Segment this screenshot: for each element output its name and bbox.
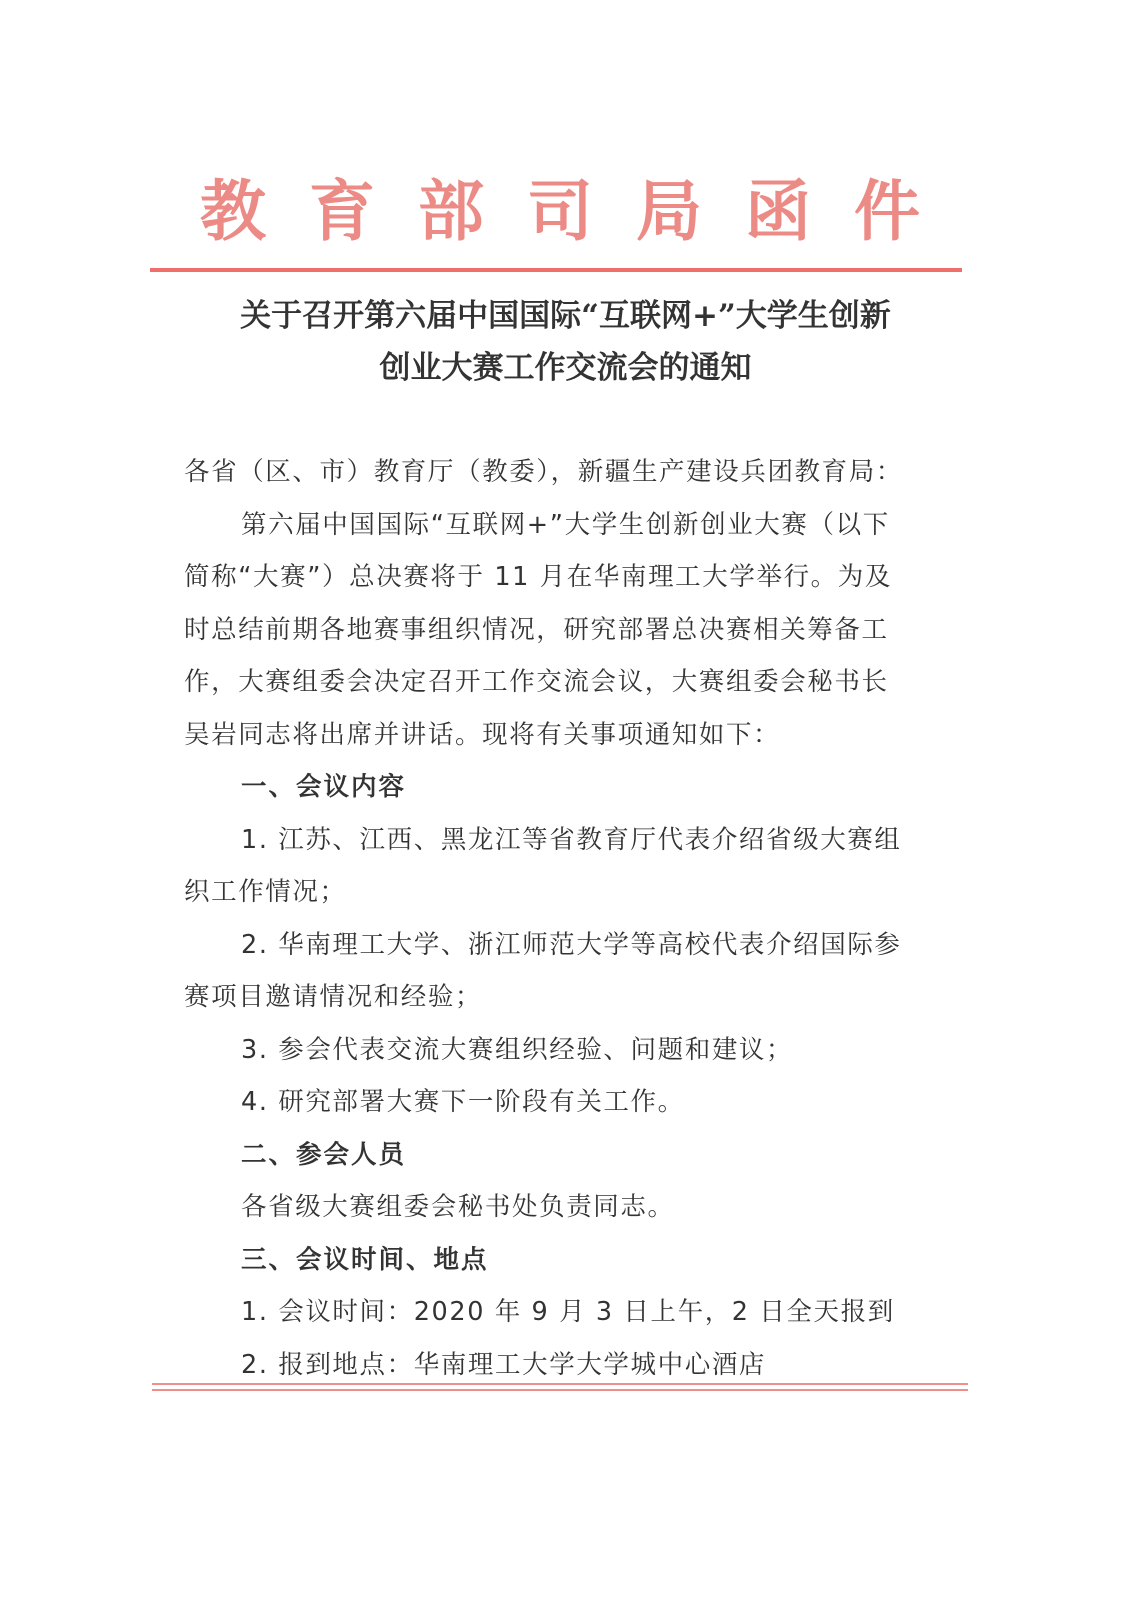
list-item: 2. 华南理工大学、浙江师范大学等高校代表介绍国际参	[241, 929, 902, 960]
list-item: 1. 江苏、江西、黑龙江等省教育厅代表介绍省级大赛组	[241, 824, 902, 855]
list-item: 2. 报到地点：华南理工大学大学城中心酒店	[241, 1349, 767, 1380]
intro-line: 吴岩同志将出席并讲话。现将有关事项通知如下：	[184, 719, 781, 750]
section-heading: 三、会议时间、地点	[241, 1244, 489, 1275]
title-line: 创业大赛工作交流会的通知	[379, 350, 752, 386]
footer-rule-top	[152, 1383, 968, 1385]
section-text: 各省级大赛组委会秘书处负责同志。	[241, 1192, 675, 1222]
title-line: 关于召开第六届中国国际“互联网+”大学生创新	[240, 298, 891, 334]
document-title	[120, 290, 1011, 394]
list-item: 4. 研究部署大赛下一阶段有关工作。	[241, 1087, 685, 1117]
list-item-continued: 赛项目邀请情况和经验；	[184, 982, 483, 1012]
masthead-char: 育	[309, 171, 375, 250]
section-heading: 一、会议内容	[241, 772, 407, 802]
list-item-continued: 织工作情况；	[184, 877, 347, 907]
intro-line: 第六届中国国际“互联网+”大学生创新创业大赛（以下	[241, 509, 890, 540]
footer-rule-bottom	[152, 1389, 968, 1391]
header-rule	[150, 268, 962, 272]
masthead-char: 司	[527, 171, 593, 250]
masthead-char: 教	[200, 171, 266, 250]
intro-line: 作，大赛组委会决定召开工作交流会议，大赛组委会秘书长	[184, 667, 889, 697]
masthead-char: 部	[418, 171, 484, 250]
list-item: 1. 会议时间：2020 年 9 月 3 日上午，2 日全天报到	[241, 1297, 895, 1327]
document-body	[184, 446, 964, 1391]
list-item: 3. 参会代表交流大赛组织经验、问题和建议；	[241, 1034, 794, 1065]
intro-line: 时总结前期各地赛事组织情况，研究部署总决赛相关筹备工	[184, 614, 889, 645]
masthead-char: 函	[745, 171, 811, 250]
masthead-char: 局	[636, 171, 702, 250]
intro-line: 简称“大赛”）总决赛将于 11 月在华南理工大学举行。为及	[184, 562, 892, 592]
masthead-char: 件	[854, 171, 920, 250]
section-heading: 二、参会人员	[241, 1139, 407, 1170]
masthead	[200, 160, 920, 250]
salutation: 各省（区、市）教育厅（教委），新疆生产建设兵团教育局：	[184, 457, 903, 487]
